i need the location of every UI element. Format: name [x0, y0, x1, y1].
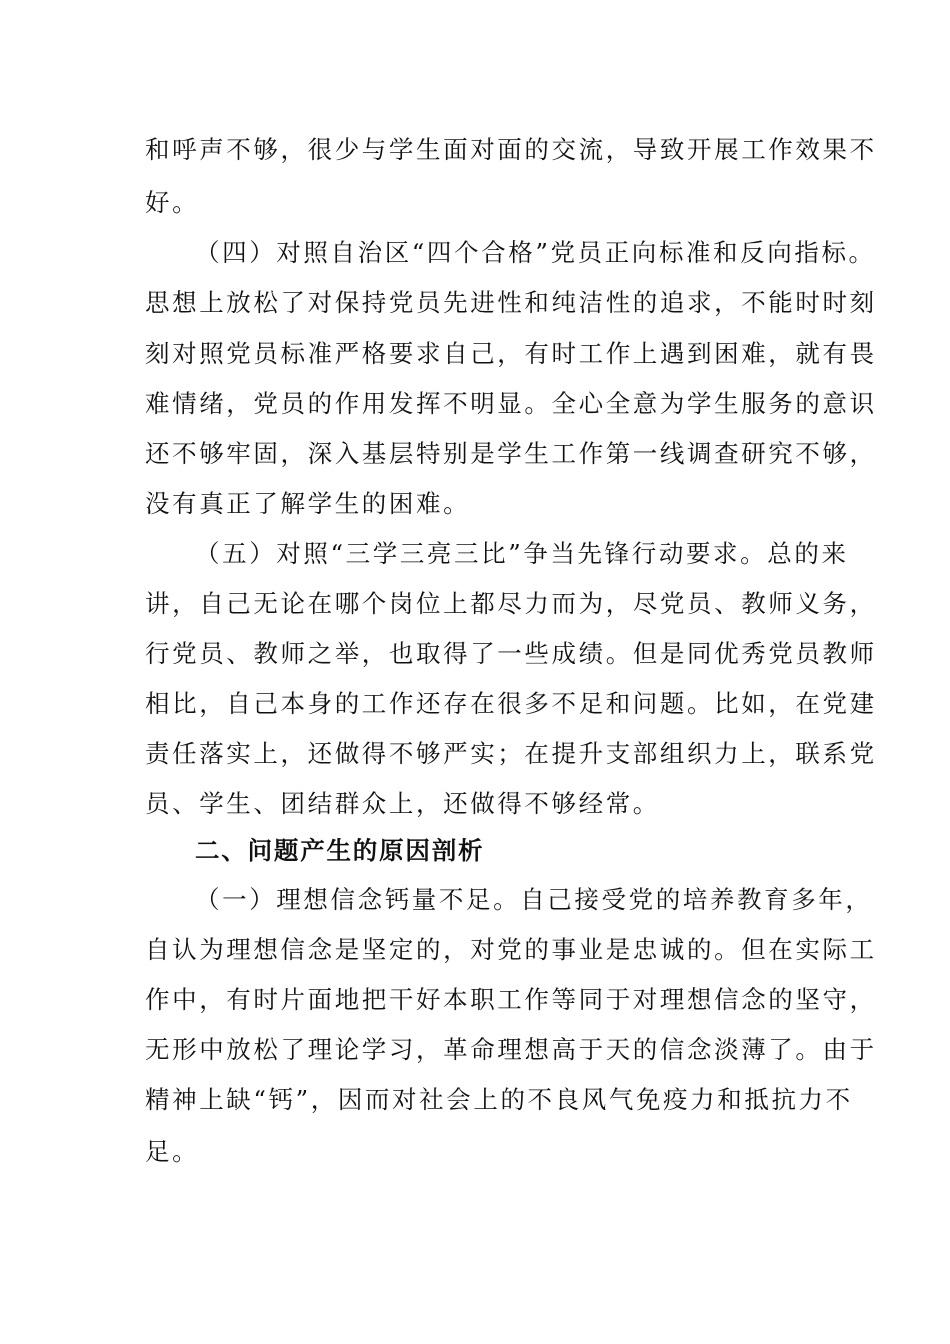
paragraph-line: 难情绪，党员的作用发挥不明显。全心全意为学生服务的意识 [145, 389, 877, 418]
section-five-line: （五）对照“三学三亮三比”争当先锋行动要求。总的来 [195, 539, 849, 568]
paragraph-line: 还不够牢固，深入基层特别是学生工作第一线调查研究不够， [145, 439, 877, 468]
paragraph-line: 精神上缺“钙”，因而对社会上的不良风气免疫力和抵抗力不 [145, 1085, 853, 1114]
paragraph-line: 责任落实上，还做得不够严实；在提升支部组织力上，联系党 [145, 739, 877, 768]
paragraph-line: 足。 [145, 1137, 200, 1166]
paragraph-line: 自认为理想信念是坚定的，对党的事业是忠诚的。但在实际工 [145, 935, 877, 964]
paragraph-line: 和呼声不够，很少与学生面对面的交流，导致开展工作效果不 [145, 135, 877, 164]
paragraph-line: 相比，自己本身的工作还存在很多不足和问题。比如，在党建 [145, 689, 877, 718]
paragraph-line: 没有真正了解学生的困难。 [145, 489, 471, 518]
paragraph-line: 讲，自己无论在哪个岗位上都尽力而为，尽党员、教师义务， [145, 589, 877, 618]
paragraph-line: 思想上放松了对保持党员先进性和纯洁性的追求，不能时时刻 [145, 288, 877, 317]
paragraph-line: 行党员、教师之举，也取得了一些成绩。但是同优秀党员教师 [145, 639, 877, 668]
paragraph-line: 刻对照党员标准严格要求自己，有时工作上遇到困难，就有畏 [145, 339, 877, 368]
paragraph-line: 无形中放松了理论学习，革命理想高于天的信念淡薄了。由于 [145, 1035, 877, 1064]
section-heading: 二、问题产生的原因剖析 [195, 836, 485, 865]
paragraph-line: 作中，有时片面地把干好本职工作等同于对理想信念的坚守， [145, 985, 877, 1014]
section-one-line: （一）理想信念钙量不足。自己接受党的培养教育多年， [195, 885, 873, 914]
section-four-line: （四）对照自治区“四个合格”党员正向标准和反向指标。 [195, 238, 876, 267]
paragraph-line: 员、学生、团结群众上，还做得不够经常。 [145, 789, 660, 818]
paragraph-line: 好。 [145, 188, 200, 217]
